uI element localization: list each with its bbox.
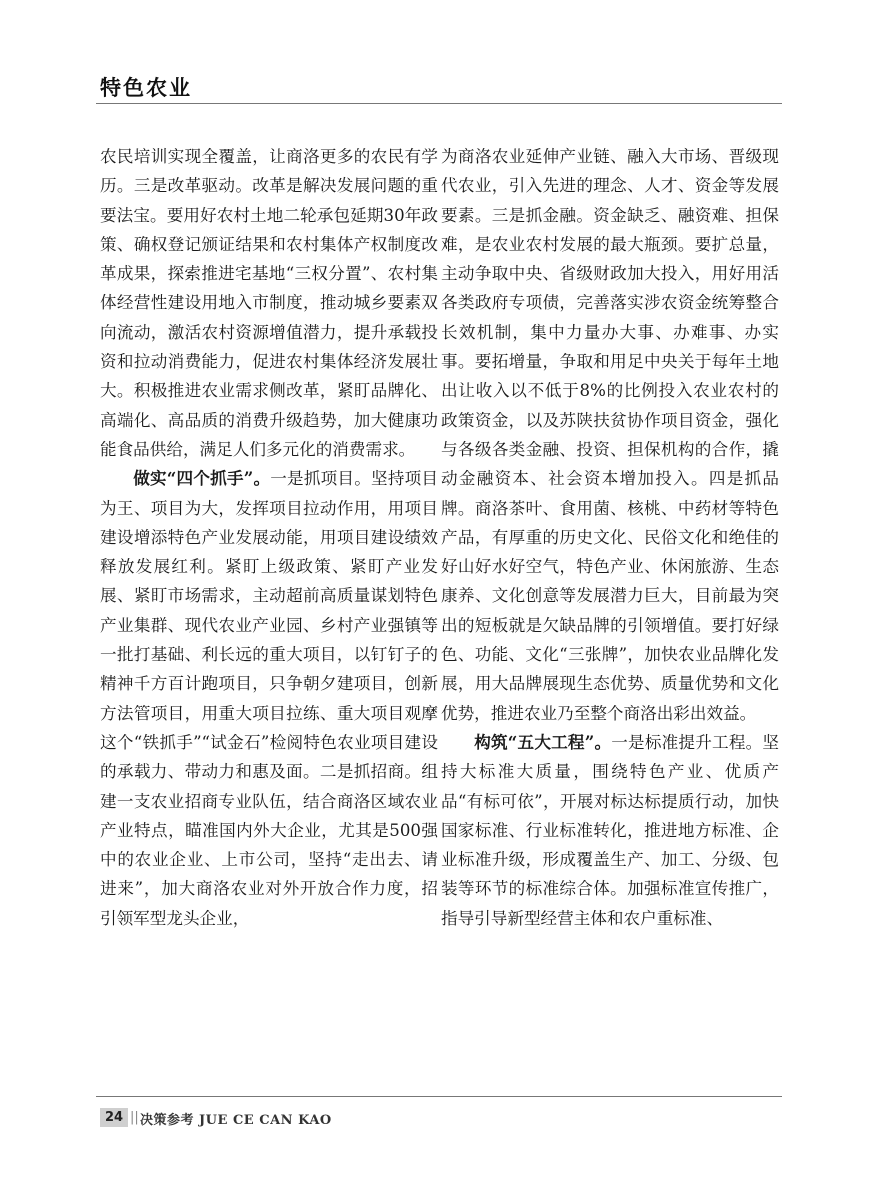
left-paragraph-1: 农民培训实现全覆盖，让商洛更多的农民有学历。三是改革驱动。改革是解决发展问题的重要法宝。要用好农村土地二轮承包延期30年政策、确权登记颁证结果和农村集体产权制度改革成果，探索推进宅基地“三权分置”、农村集体经营性建设用地入市制度，推动城乡要素双向流动，激活农村资源增值潜力，提升承载投资和拉动消费能力，促进农村集体经济发展壮大。积极推进农业需求侧改革，紧盯品牌化、高端化、高品质的消费升级趋势，加大健康功能食品供给，满足人们多元化的消费需求。 <box>100 147 438 459</box>
left-column <box>100 142 438 933</box>
right-column <box>441 142 779 933</box>
right-paragraph-1: 为商洛农业延伸产业链、融入大市场、晋级现代农业，引入先进的理念、人才、资金等发展要素。三是抓金融。资金缺乏、融资难、担保难，是农业农村发展的最大瓶颈。要扩总量，主动争取中央、省级财政加大投入，用好用活各类政府专项债，完善落实涉农资金统筹整合长效机制，集中力量办大事、办难事、办实事。要拓增量，争取和用足中央关于每年土地出让收入以不低于8%的比例投入农业农村的政策资金，以及苏陕扶贫协作项目资金，强化与各级各类金融、投资、担保机构的合作，撬动金融资本、社会资本增加投入。四是抓品牌。商洛茶叶、食用菌、核桃、中药材等特色产品，有厚重的历史文化、民俗文化和绝佳的好山好水好空气，特色产业、休闲旅游、生态康养、文化创意等发展潜力巨大，目前最为突出的短板就是欠缺品牌的引领增值。要打好绿色、功能、文化“三张牌”，加快农业品牌化发展，用大品牌展现生态优势、质量优势和文化优势，推进农业乃至整个商洛出彩出效益。 <box>441 147 779 723</box>
left-paragraph-2-lead: 做实“四个抓手”。 <box>133 468 271 489</box>
left-paragraph-2 <box>100 464 438 933</box>
section-title: 特色农业 <box>100 76 192 100</box>
right-paragraph-2 <box>441 728 779 933</box>
footer-divider <box>96 1096 782 1097</box>
page-number: 24 <box>100 1108 128 1127</box>
header-divider <box>96 103 782 104</box>
right-paragraph-2-body: 一是标准提升工程。坚持大标准大质量，围绕特色产业、优质产品“有标可依”，开展对标达标提质行动，加快国家标准、行业标准转化，推进地方标准、企业标准升级，形成覆盖生产、加工、分级、包装等环节的标准综合体。加强标准宣传推广，指导引导新型经营主体和农户重标准、 <box>441 732 779 928</box>
footer-separator: || <box>130 1110 139 1125</box>
journal-name: 决策参考 JUE CE CAN KAO <box>140 1113 332 1128</box>
right-paragraph-2-lead: 构筑“五大工程”。 <box>474 731 612 752</box>
left-paragraph-2-body: 一是抓项目。坚持项目为王、项目为大，发挥项目拉动作用，用项目建设增添特色产业发展动能，用项目建设绩效释放发展红利。紧盯上级政策、紧盯产业发展、紧盯市场需求，主动超前高质量谋划特色产业集群、现代农业产业园、乡村产业强镇等一批打基础、利长远的重大项目，以钉钉子的精神千方百计跑项目，只争朝夕建项目，创新方法管项目，用重大项目拉练、重大项目观摩这个“铁抓手”“试金石”检阅特色农业项目建设的承载力、带动力和惠及面。二是抓招商。组建一支农业招商专业队伍，结合商洛区域农业产业特点，瞄准国内外大企业，尤其是500强中的农业企业、上市公司，坚持“走出去、请进来”，加大商洛农业对外开放合作力度，招引领军型龙头企业， <box>100 469 438 928</box>
